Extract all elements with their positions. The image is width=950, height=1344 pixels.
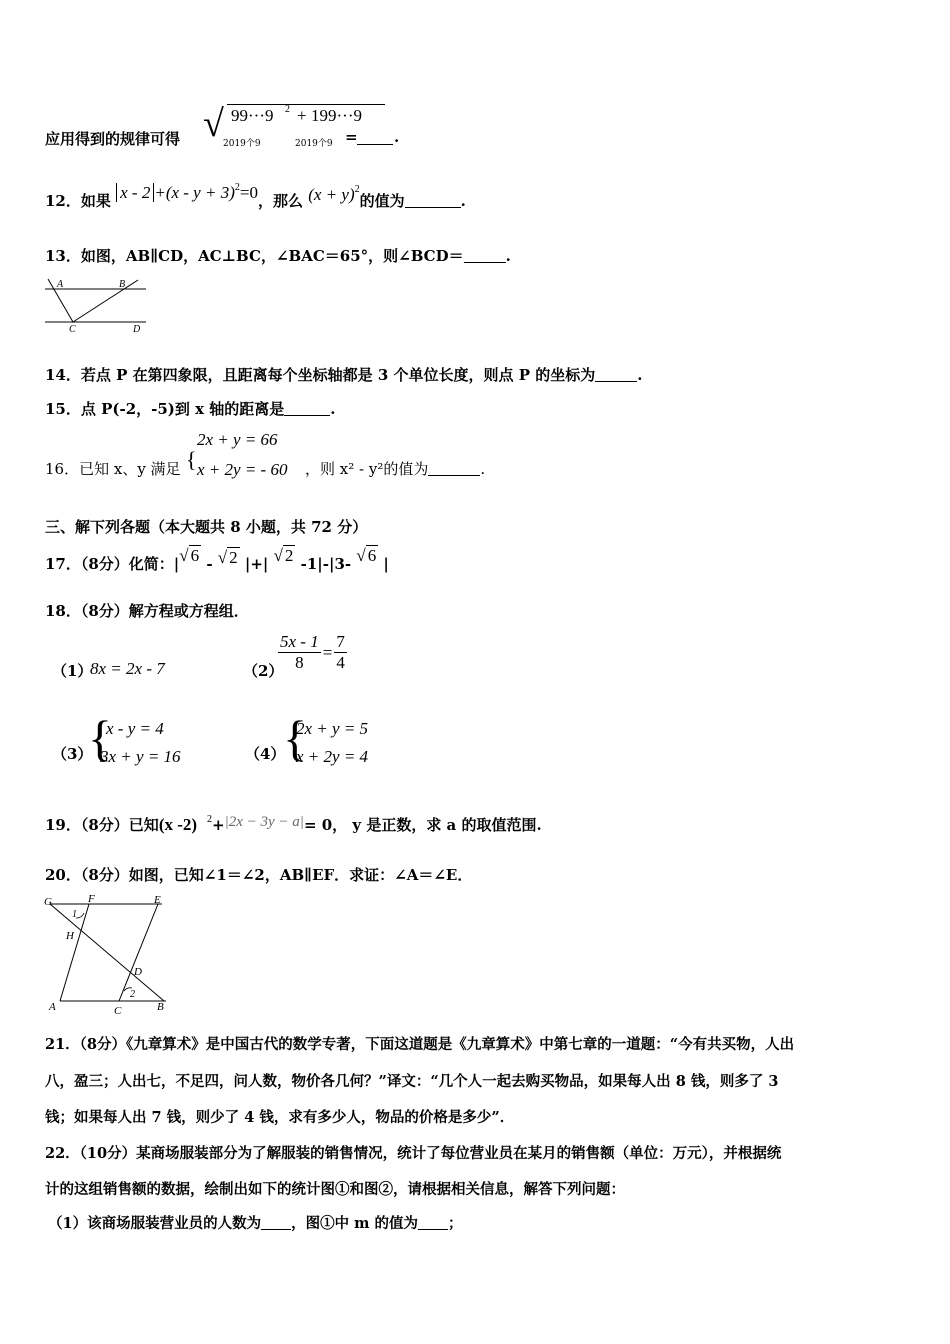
question-17: 17．（8分）化简：|√ 6 - √ 2 |+| √ 2 -1|-|3- √ 6 | [45,546,389,573]
q21-line-1: 21．（8分）《九章算术》是中国古代的数学专著，下面这道题是《九章算术》中第七章的一道题：“今有共买物，人出 [45,1036,795,1053]
angle-1-label: 1 [72,909,77,920]
q17-root2: 2 [229,548,238,567]
radical-bar [227,104,385,105]
q18-part3-label: （3） [52,745,93,763]
q12-expr: (x + y) [308,185,355,204]
label-c: C [114,1005,122,1017]
angle-1-arc [76,913,84,918]
q13-text: 13．如图，AB∥CD，AC⊥BC，∠BAC＝65°，则∠BCD＝ [45,247,464,265]
q12-sup: 2 [234,182,240,193]
q12-mid: +(x - y + 3) [154,183,235,202]
q16-eq1: 2x + y = 66 [197,430,278,449]
q18-part1-label: （1） [52,662,93,680]
q12-tail: 的值为 [359,192,405,210]
q15-answer-blank[interactable] [284,401,330,416]
q18-part2-label: （2） [243,662,284,680]
question-15 [45,398,336,419]
q17-root3: 2 [284,546,294,565]
label-e: E [154,894,161,906]
label-a: A [49,1001,56,1013]
q14-period: . [637,366,643,384]
q11-term2: 199···9 [311,106,362,125]
q17-root1: 6 [190,546,200,565]
q22-line-3 [48,1212,463,1233]
question-12 [45,182,466,211]
q17-mid2: -1|-|3- [295,555,357,573]
figure-13 [40,272,150,334]
label-a: A [57,279,64,290]
q22-line-1: 22．（10分）某商场服装部分为了解服装的销售情况，统计了每位营业员在某月的销售额（单位：万元），并根据统 [45,1145,782,1162]
segment-bc [73,280,138,322]
q11-sub2: 2019个9 [295,139,333,149]
label-h: H [66,930,74,942]
q13-period: . [505,247,511,265]
radical-sign: √ [203,103,224,145]
q22-part1-b: ，图①中 m 的值为 [291,1215,419,1232]
q15-text: 15．点 P(-2，-5)到 x 轴的距离是 [45,400,285,418]
q12-sup2: 2 [354,184,360,195]
q13-answer-blank[interactable] [464,248,506,263]
q14-answer-blank[interactable] [595,367,637,382]
q18-p2-rnumerator: 7 [336,632,345,651]
question-19 [45,814,542,835]
q16-brace: { [186,447,197,472]
q16-pre: 16．已知 x、y 满足 [45,460,181,478]
q22-blank-2[interactable] [418,1215,448,1230]
q11-period: . [394,128,400,146]
q18-part2-equation [278,632,347,673]
q12-period: . [460,192,466,210]
question-13 [45,245,511,266]
q18-p2-denominator: 8 [295,653,304,672]
figure-20 [42,893,172,1018]
label-b: B [119,279,126,290]
q19-post: = 0， y 是正数，求 a 的取值范围. [303,816,542,834]
q11-equals: = [345,128,358,146]
q21-line-2: 八，盈三；人出七，不足四，问人数，物价各几何？”译文：“几个人一起去购买物品，如果每人出 8 钱，则多了 3 [45,1073,779,1090]
q17-root4: 6 [367,546,377,565]
q22-part1-a: （1）该商场服装营业员的人数为 [48,1215,262,1232]
q11-sup: 2 [285,104,290,115]
q17-minus: - [201,555,218,573]
q17-pre: 17．（8分）化简：| [45,555,180,573]
q18-title: 18．（8分）解方程或方程组． [45,602,249,620]
q11-prefix: 应用得到的规律可得 [45,130,181,148]
q18-part3-eq1: x - y = 4 [106,719,164,738]
label-d: D [133,324,141,334]
q11-answer-blank[interactable] [357,130,393,145]
q11-term1: 99···9 [231,106,274,125]
q18-p2-numerator: 5x - 1 [280,632,319,651]
q12-pre: 如果 [80,192,111,210]
q16-answer-blank[interactable] [428,461,480,476]
q18-part4-label: （4） [245,745,286,763]
q18-part4-eq2: x + 2y = 4 [296,747,369,766]
q17-end: | [378,555,389,573]
q22-part1-c: ； [448,1215,463,1232]
q19-plus: + [212,816,225,834]
label-f: F [88,893,95,905]
q16-period: . [480,460,486,478]
q22-blank-1[interactable] [261,1215,291,1230]
q16-eq2: x + 2y = - 60 [197,460,288,479]
q18-part4-eq1: 2x + y = 5 [296,719,369,738]
q12-answer-blank[interactable] [405,193,461,208]
angle-2-label: 2 [130,989,135,1000]
q22-line-2: 计的这组销售额的数据，绘制出如下的统计图①和图②，请根据相关信息，解答下列问题： [45,1181,625,1198]
label-b: B [157,1001,164,1013]
q18-part3-eq2: 3x + y = 16 [100,747,181,766]
segment-gb [50,904,164,1001]
q19-pre: 19．（8分）已知 [45,816,159,834]
q19-square: (x -2) [158,815,198,834]
label-g: G [44,896,52,908]
q18-part1-equation: 8x = 2x - 7 [90,659,165,678]
q21-line-3: 钱；如果每人出 7 钱，则少了 4 钱，求有多少人，物品的价格是多少”． [45,1109,515,1126]
q19-sup: 2 [207,814,213,825]
q18-p4-brace: { [283,710,307,766]
q12-then: ，那么 [257,192,303,210]
label-c: C [69,324,76,334]
q12-abs: x - 2 [116,183,154,202]
q12-number: 12． [45,192,81,210]
section-3-title: 三、解下列各题（本大题共 8 小题，共 72 分） [45,518,368,536]
q14-text: 14．若点 P 在第四象限，且距离每个坐标轴都是 3 个单位长度，则点 P 的坐标为 [45,366,596,384]
q11-plus: + [297,106,307,125]
q19-abs: |2x − 3y − a| [224,814,304,830]
q15-period: . [330,400,336,418]
label-d: D [134,966,142,978]
question-20: 20．（8分）如图，已知∠1＝∠2，AB∥EF．求证：∠A＝∠E． [45,866,473,884]
q12-eq: =0 [239,183,258,202]
q11-sub1: 2019个9 [223,139,261,149]
q18-p2-rdenominator: 4 [336,653,345,672]
q18-p2-equals: = [322,642,333,662]
segment-ce [119,904,158,1001]
q16-post-line [305,458,485,479]
q16-post: ，则 x² - y²的值为 [305,460,429,478]
q18-p3-brace: { [88,710,112,766]
question-14 [45,364,642,385]
q17-mid: |+| [239,555,274,573]
